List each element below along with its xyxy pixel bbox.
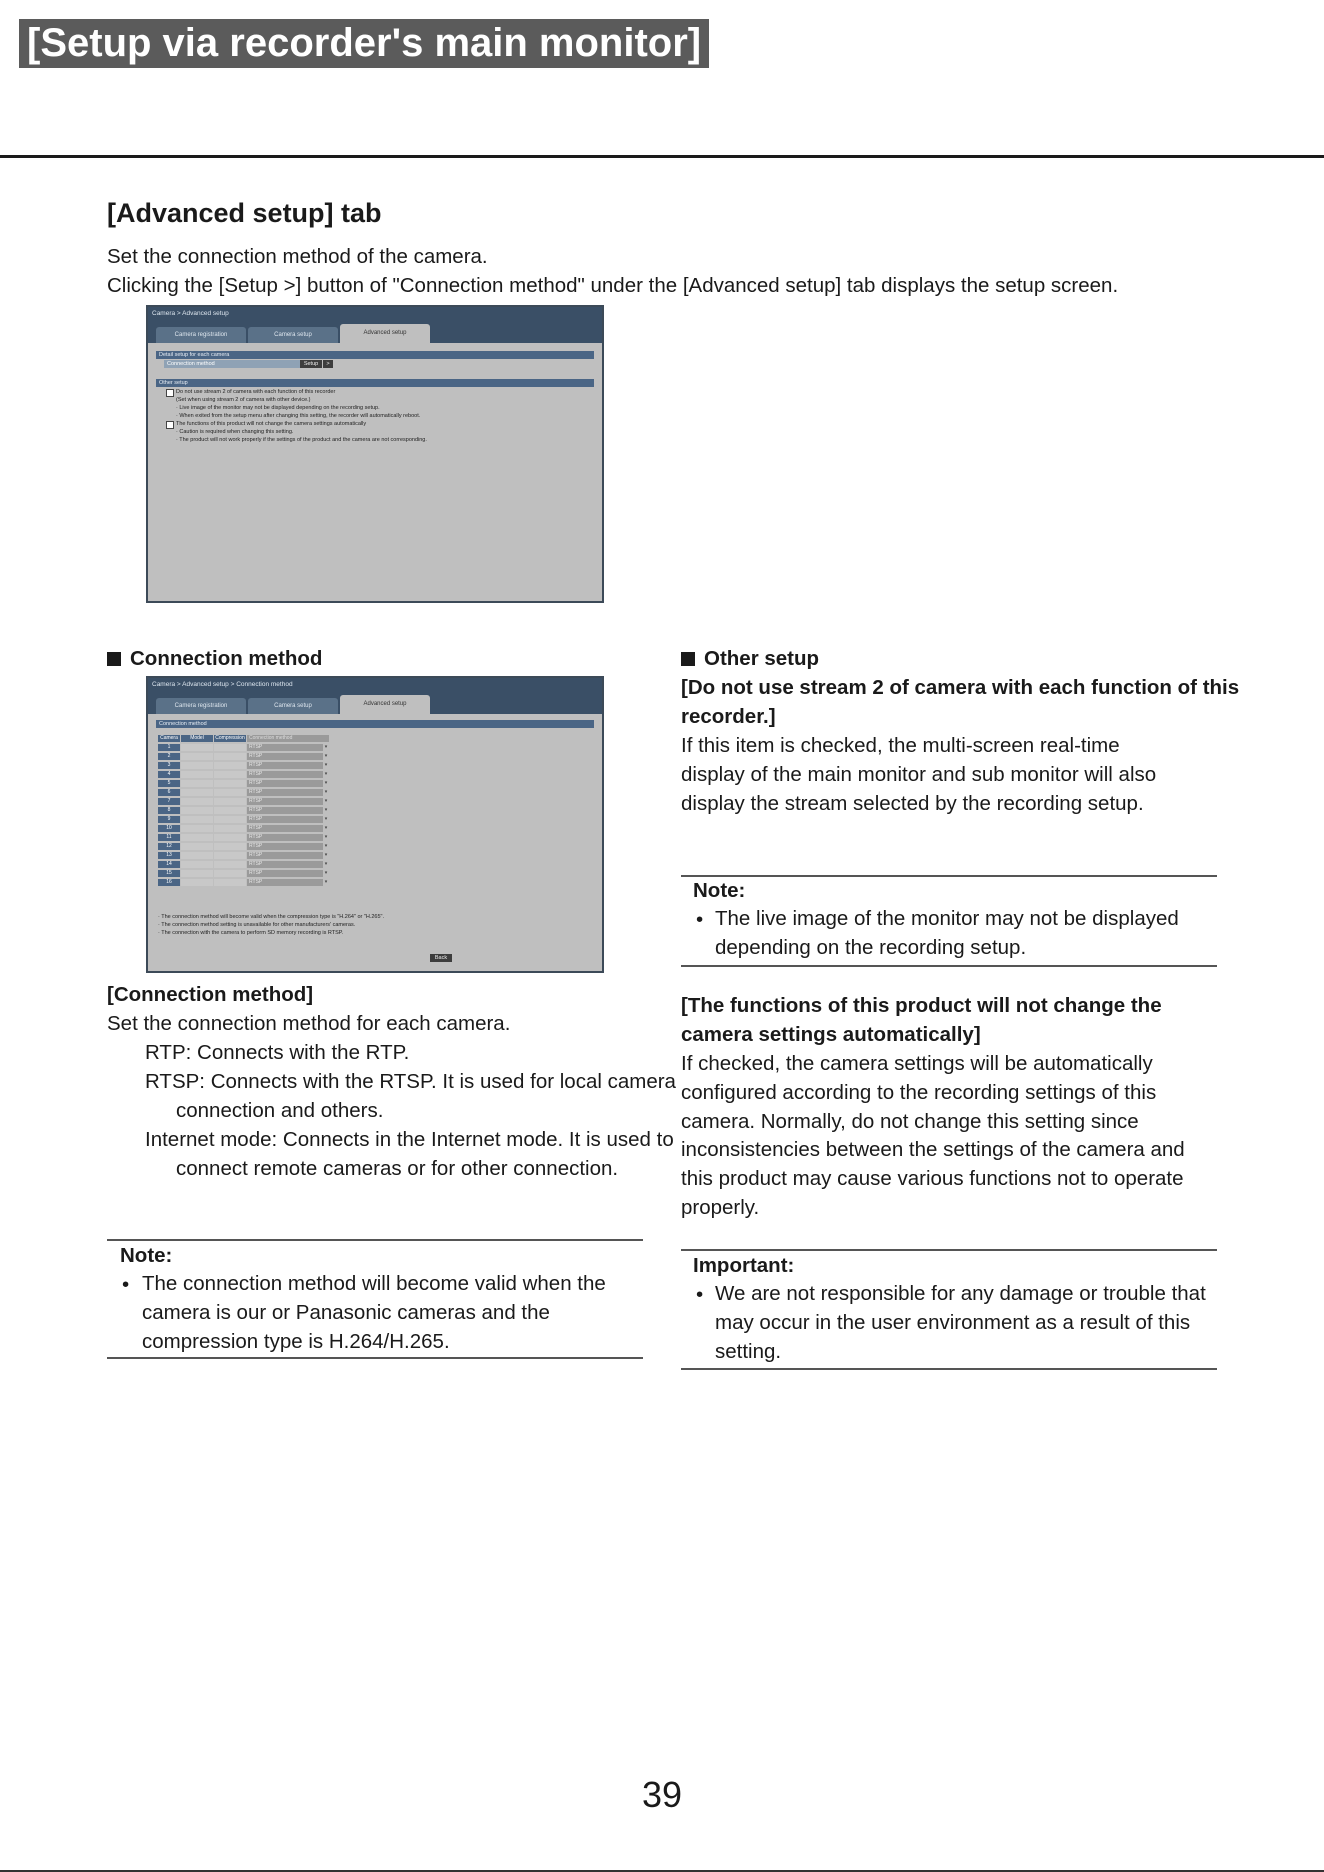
bullet-icon: • <box>122 1273 130 1296</box>
screenshot2-note3: · The connection with the camera to perform SD memory recording is RTSP. <box>158 930 344 936</box>
note-label: Note: <box>120 1244 173 1267</box>
model-cell <box>181 798 213 805</box>
model-cell <box>181 753 213 760</box>
connection-method-select: RTSP <box>247 843 323 850</box>
back-button: Back <box>430 954 452 962</box>
note2-top-rule <box>681 875 1217 877</box>
rtsp-description: RTSP: Connects with the RTSP. It is used for local camera connection and others. <box>145 1070 676 1122</box>
compression-cell <box>214 852 246 859</box>
screenshot2-breadcrumb: Camera > Advanced setup > Connection method <box>148 678 602 692</box>
important-label: Important: <box>693 1254 795 1277</box>
compression-cell <box>214 798 246 805</box>
option1-sub2: · Live image of the monitor may not be displayed depending on the recording setup. <box>176 405 380 411</box>
camera-number: 8 <box>158 807 180 814</box>
chevron-down-icon: ▾ <box>324 807 328 813</box>
compression-cell <box>214 816 246 823</box>
connection-method-select: RTSP <box>247 834 323 841</box>
compression-cell <box>214 834 246 841</box>
compression-cell <box>214 870 246 877</box>
stream2-option-text: If this item is checked, the multi-screen real-time display of the main monitor and sub monitor will also display the stream selected by the recording setup. <box>681 734 1157 815</box>
chevron-down-icon: ▾ <box>324 798 328 804</box>
screenshot2-note2: · The connection method setting is unavailable for other manufacturers' cameras. <box>158 922 356 928</box>
camera-number: 16 <box>158 879 180 886</box>
page-number: 39 <box>642 1774 683 1815</box>
connection-method-select: RTSP <box>247 753 323 760</box>
model-cell <box>181 825 213 832</box>
camera-number: 15 <box>158 870 180 877</box>
model-cell <box>181 843 213 850</box>
option2-sub1: · Caution is required when changing this setting. <box>176 429 294 435</box>
internet-mode-description: Internet mode: Connects in the Internet mode. It is used to connect remote cameras or for other connection. <box>145 1128 674 1180</box>
connection-method-select: RTSP <box>247 771 323 778</box>
camera-number: 1 <box>158 744 180 751</box>
connection-method-screenshot <box>146 676 604 973</box>
connection-method-select: RTSP <box>247 780 323 787</box>
tab-camera-registration: Camera registration <box>156 327 246 343</box>
connection-method-select: RTSP <box>247 870 323 877</box>
screenshot-breadcrumb: Camera > Advanced setup <box>148 307 602 321</box>
model-cell <box>181 834 213 841</box>
col-model: Model <box>181 735 213 742</box>
chevron-down-icon: ▾ <box>324 843 328 849</box>
intro-line-1: Set the connection method of the camera. <box>107 245 488 268</box>
option1-sub3: · When exited from the setup menu after changing this setting, the recorder will automatically reboot. <box>176 413 421 419</box>
screenshot2-note1: · The connection method will become valid when the compression type is "H.264" or "H.265". <box>158 914 384 920</box>
model-cell <box>181 816 213 823</box>
connection-method-select: RTSP <box>247 879 323 886</box>
camera-number: 4 <box>158 771 180 778</box>
compression-cell <box>214 753 246 760</box>
chevron-down-icon: ▾ <box>324 789 328 795</box>
compression-cell <box>214 789 246 796</box>
chevron-down-icon: ▾ <box>324 834 328 840</box>
page-header-title: [Setup via recorder's main monitor] <box>19 19 709 68</box>
note2-text: The live image of the monitor may not be displayed depending on the recording setup. <box>715 907 1179 959</box>
connection-method-select: RTSP <box>247 825 323 832</box>
camera-number: 14 <box>158 861 180 868</box>
model-cell <box>181 870 213 877</box>
camera-number: 6 <box>158 789 180 796</box>
rtp-description: RTP: Connects with the RTP. <box>145 1041 410 1064</box>
chevron-down-icon: ▾ <box>324 861 328 867</box>
square-bullet-icon <box>107 652 121 666</box>
compression-cell <box>214 780 246 787</box>
other-setup-bar: Other setup <box>156 379 594 387</box>
compression-cell <box>214 762 246 769</box>
note2-label: Note: <box>693 879 746 902</box>
chevron-down-icon: ▾ <box>324 753 328 759</box>
chevron-down-icon: ▾ <box>324 825 328 831</box>
tab-camera-setup: Camera setup <box>248 327 338 343</box>
compression-cell <box>214 843 246 850</box>
other-setup-heading <box>681 647 819 671</box>
intro-line-2: Clicking the [Setup >] button of "Connection method" under the [Advanced setup] tab displays the setup screen. <box>107 274 1119 297</box>
model-cell <box>181 762 213 769</box>
important-bottom-rule <box>681 1368 1217 1370</box>
model-cell <box>181 861 213 868</box>
connection-method-select: RTSP <box>247 789 323 796</box>
connection-method-heading-text: Connection method <box>130 647 323 670</box>
chevron-down-icon: ▾ <box>324 816 328 822</box>
camera-number: 7 <box>158 798 180 805</box>
connection-method-select: RTSP <box>247 762 323 769</box>
important-text: We are not responsible for any damage or trouble that may occur in the user environment as a result of this setting. <box>715 1282 1206 1363</box>
tab-camera-registration: Camera registration <box>156 698 246 714</box>
model-cell <box>181 789 213 796</box>
bullet-icon: • <box>696 908 704 931</box>
section-title: [Advanced setup] tab <box>107 198 382 228</box>
header-divider <box>0 155 1324 158</box>
option2-label: The functions of this product will not change the camera settings automatically <box>176 421 367 427</box>
compression-cell <box>214 861 246 868</box>
detail-setup-bar: Detail setup for each camera <box>156 351 594 359</box>
important-top-rule <box>681 1249 1217 1251</box>
connection-method-select: RTSP <box>247 744 323 751</box>
camera-number: 11 <box>158 834 180 841</box>
camera-number: 13 <box>158 852 180 859</box>
chevron-down-icon: ▾ <box>324 879 328 885</box>
square-bullet-icon <box>681 652 695 666</box>
option1-checkbox <box>166 389 174 397</box>
connection-method-select: RTSP <box>247 852 323 859</box>
stream2-option-title: [Do not use stream 2 of camera with each function of this recorder.] <box>681 676 1240 728</box>
camera-number: 10 <box>158 825 180 832</box>
option1-sub1: (Set when using stream 2 of camera with other device.) <box>176 397 311 403</box>
camera-number: 5 <box>158 780 180 787</box>
connection-method-select: RTSP <box>247 798 323 805</box>
setup-button: Setup <box>300 360 322 368</box>
screenshot2-tabs <box>148 692 602 714</box>
camera-settings-option-title: [The functions of this product will not change the camera settings automatically] <box>681 994 1162 1046</box>
camera-number: 3 <box>158 762 180 769</box>
chevron-down-icon: ▾ <box>324 852 328 858</box>
advanced-setup-screenshot <box>146 305 604 603</box>
compression-cell <box>214 825 246 832</box>
connection-method-select: RTSP <box>247 861 323 868</box>
model-cell <box>181 852 213 859</box>
chevron-down-icon: ▾ <box>324 870 328 876</box>
connection-method-bar: Connection method <box>156 720 594 728</box>
model-cell <box>181 744 213 751</box>
compression-cell <box>214 771 246 778</box>
col-compression: Compression <box>215 735 245 741</box>
option2-checkbox <box>166 421 174 429</box>
note2-bottom-rule <box>681 965 1217 967</box>
model-cell <box>181 879 213 886</box>
model-cell <box>181 807 213 814</box>
connection-method-select: RTSP <box>247 816 323 823</box>
setup-arrow: > <box>323 360 333 368</box>
compression-cell <box>214 879 246 886</box>
bullet-icon: • <box>696 1283 704 1306</box>
model-cell <box>181 771 213 778</box>
camera-settings-option-text: If checked, the camera settings will be automatically configured according to the recording settings of this camera. Normally, do not change this setting since inconsistencies between the settings of the camera and this product may cause various functions not to operate properly. <box>681 1052 1185 1219</box>
connection-method-subheading: [Connection method] <box>107 983 314 1006</box>
tab-advanced-setup: Advanced setup <box>340 324 430 343</box>
tab-camera-setup: Camera setup <box>248 698 338 714</box>
other-setup-heading-text: Other setup <box>704 647 820 670</box>
tab-advanced-setup: Advanced setup <box>340 695 430 714</box>
model-cell <box>181 780 213 787</box>
option2-sub2: · The product will not work properly if the settings of the product and the camera are not corresponding. <box>176 437 427 443</box>
connection-method-select: RTSP <box>247 807 323 814</box>
camera-number: 12 <box>158 843 180 850</box>
camera-number: 9 <box>158 816 180 823</box>
chevron-down-icon: ▾ <box>324 744 328 750</box>
option1-label: Do not use stream 2 of camera with each function of this recorder <box>176 389 336 395</box>
note-top-rule <box>107 1239 643 1241</box>
chevron-down-icon: ▾ <box>324 780 328 786</box>
col-connection-method: Connection method <box>247 735 329 742</box>
connection-method-heading <box>107 647 322 671</box>
camera-number: 2 <box>158 753 180 760</box>
chevron-down-icon: ▾ <box>324 771 328 777</box>
chevron-down-icon: ▾ <box>324 762 328 768</box>
compression-cell <box>214 807 246 814</box>
compression-cell <box>214 744 246 751</box>
connection-method-label: Connection method <box>164 360 307 368</box>
connection-method-desc: Set the connection method for each camera. <box>107 1012 511 1035</box>
note-bottom-rule <box>107 1357 643 1359</box>
col-camera: Camera <box>158 735 180 742</box>
screenshot-tabs <box>148 321 602 343</box>
note-text: The connection method will become valid when the camera is our or Panasonic cameras and the compression type is H.264/H.265. <box>142 1272 606 1353</box>
